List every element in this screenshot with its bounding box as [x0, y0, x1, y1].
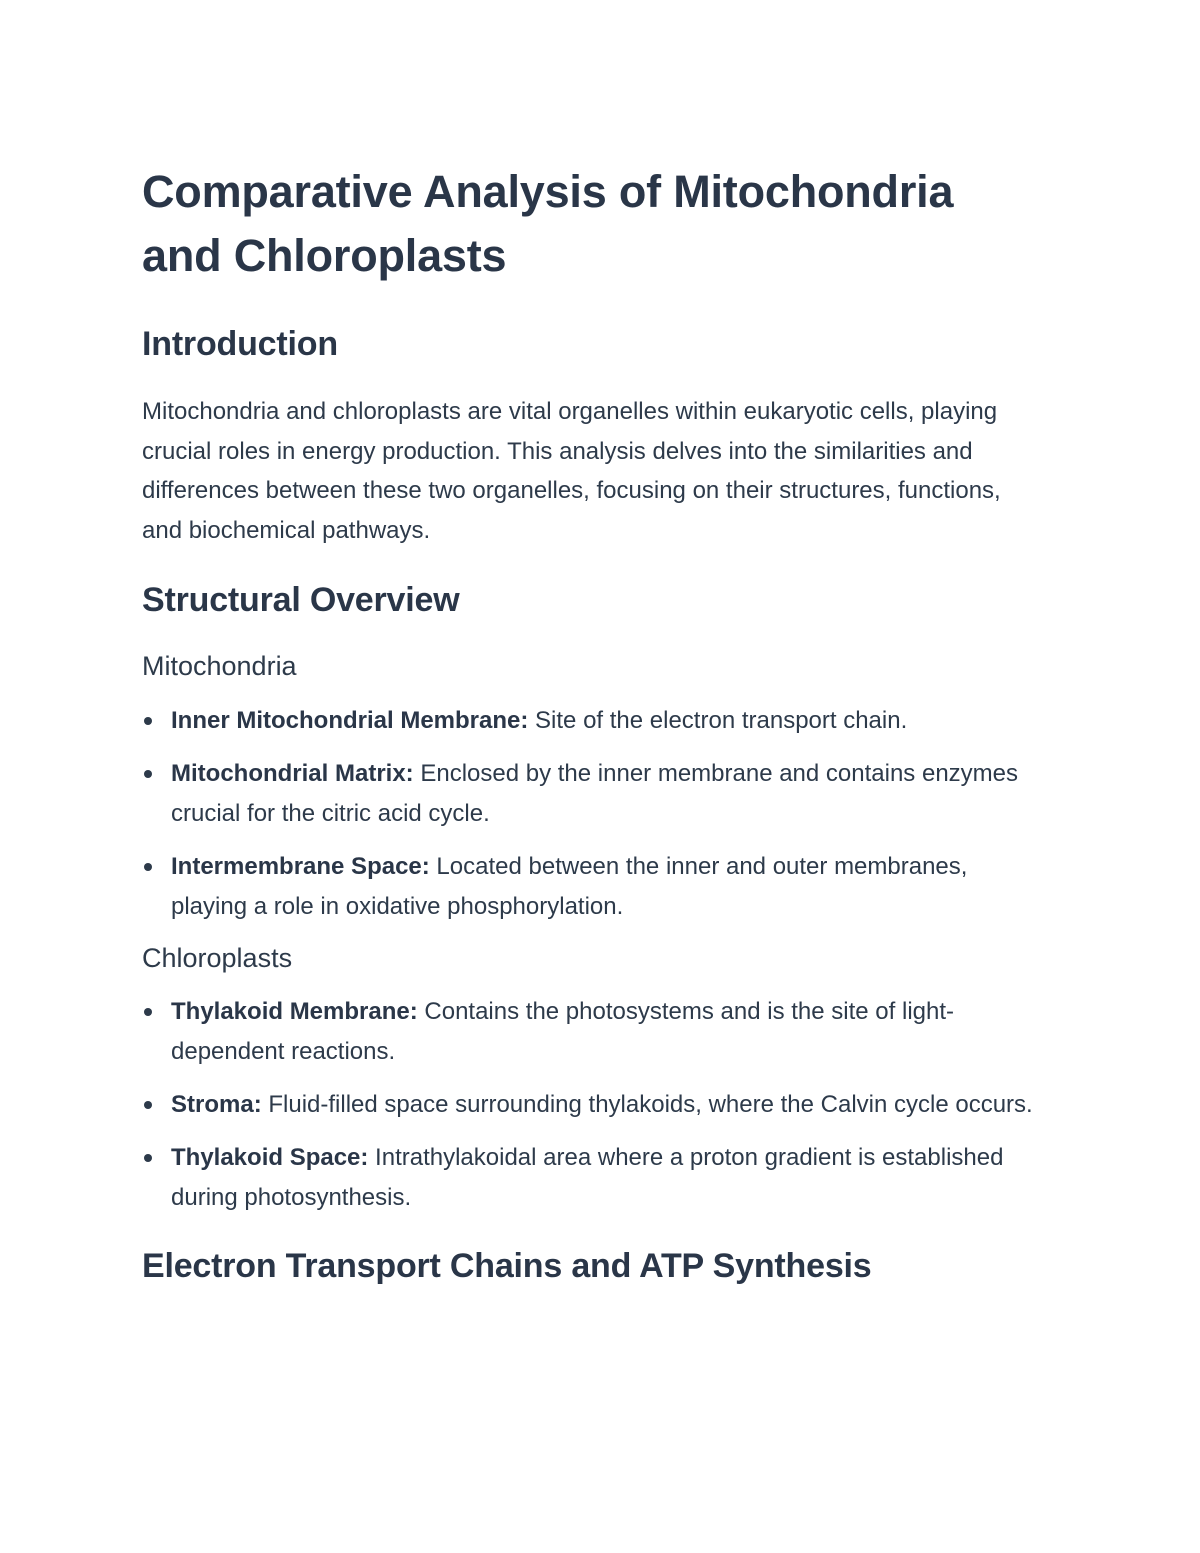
list-item-term: Mitochondrial Matrix:	[171, 760, 414, 787]
list-item	[142, 847, 1042, 927]
list-item	[142, 754, 1042, 834]
section-heading-introduction: Introduction	[142, 325, 338, 363]
list-item-text: Contains the photosystems and is the site of light-dependent reactions.	[171, 998, 955, 1065]
list-item-text: Intrathylakoidal area where a proton gradient is established during photosynthesis.	[171, 1144, 1004, 1211]
document-page	[142, 160, 1042, 1288]
list-item-term: Thylakoid Space:	[171, 1144, 369, 1171]
subsection-heading-mitochondria: Mitochondria	[142, 651, 297, 681]
bullet-icon	[144, 863, 152, 871]
list-item-term: Inner Mitochondrial Membrane:	[171, 707, 529, 734]
bullet-icon	[144, 1008, 152, 1016]
list-item-text: Site of the electron transport chain.	[528, 707, 908, 734]
list-item-term: Stroma:	[171, 1091, 262, 1118]
bullet-icon	[144, 717, 152, 725]
chloroplasts-list	[142, 992, 1042, 1218]
bullet-icon	[144, 770, 152, 778]
list-item-term: Intermembrane Space:	[171, 853, 430, 880]
mitochondria-list	[142, 701, 1042, 927]
bullet-icon	[144, 1154, 152, 1162]
subsection-heading-chloroplasts: Chloroplasts	[142, 943, 293, 973]
list-item	[142, 992, 1042, 1072]
section-heading-structural-overview: Structural Overview	[142, 581, 460, 619]
section-heading-electron-transport: Electron Transport Chains and ATP Synthesis	[142, 1247, 872, 1285]
list-item-text: Enclosed by the inner membrane and contains enzymes crucial for the citric acid cycle.	[171, 760, 1019, 827]
bullet-icon	[144, 1101, 152, 1109]
introduction-paragraph: Mitochondria and chloroplasts are vital organelles within eukaryotic cells, playing crucial roles in energy production. This analysis delves into the similarities and differences between these two organelles, focusing on their structures, functions, and biochemical pathways.	[142, 398, 1001, 544]
list-item-term: Thylakoid Membrane:	[171, 998, 418, 1025]
list-item-text: Located between the inner and outer membranes, playing a role in oxidative phosphorylation.	[171, 853, 968, 920]
document-title: Comparative Analysis of Mitochondria and Chloroplasts	[142, 166, 954, 281]
list-item	[142, 701, 1042, 741]
list-item-text: Fluid-filled space surrounding thylakoids, where the Calvin cycle occurs.	[261, 1091, 1033, 1118]
list-item	[142, 1085, 1042, 1125]
list-item	[142, 1138, 1042, 1218]
